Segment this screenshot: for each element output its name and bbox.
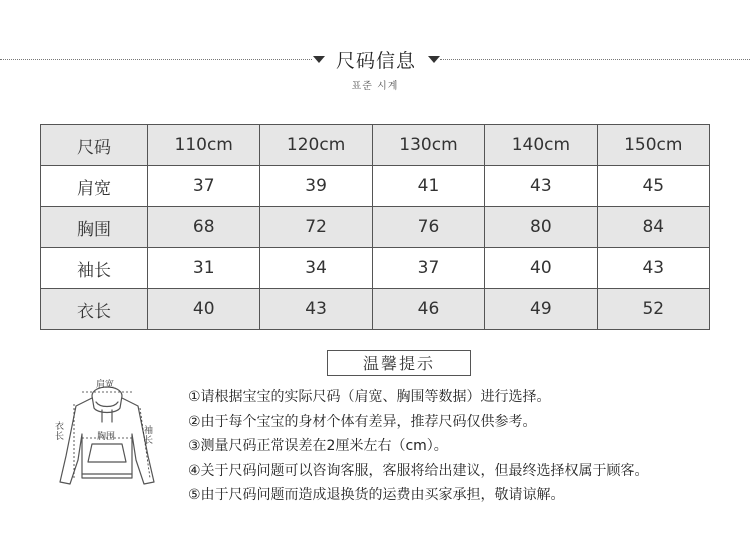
table-cell: 37	[148, 166, 260, 207]
table-cell: 31	[148, 248, 260, 289]
table-cell: 43	[485, 166, 597, 207]
table-cell: 40	[485, 248, 597, 289]
table-row	[41, 248, 710, 289]
table-cell: 袖长	[41, 248, 148, 289]
table-header-cell: 110cm	[148, 125, 260, 166]
table-cell: 52	[597, 289, 709, 330]
table-cell: 72	[260, 207, 372, 248]
list-item: ⑤由于尺码问题而造成退换货的运费由买家承担，敬请谅解。	[188, 487, 565, 503]
list-item: ①请根据宝宝的实际尺码（肩宽、胸围等数据）进行选择。	[188, 389, 551, 405]
triangle-down-icon	[428, 56, 440, 63]
table-row	[41, 207, 710, 248]
table-cell: 43	[597, 248, 709, 289]
table-cell: 76	[372, 207, 484, 248]
table-header-cell: 150cm	[597, 125, 709, 166]
table-cell: 49	[485, 289, 597, 330]
list-item: ②由于每个宝宝的身材个体有差异，推荐尺码仅供参考。	[188, 413, 537, 430]
table-cell: 34	[260, 248, 372, 289]
table-cell: 68	[148, 207, 260, 248]
list-item: ③测量尺码正常误差在2厘米左右（cm）。	[188, 438, 448, 454]
section-header	[0, 44, 750, 74]
tips-list	[188, 385, 728, 508]
list-item: ④关于尺码问题可以咨询客服，客服将给出建议，但最终选择权属于顾客。	[188, 462, 649, 479]
table-cell: 肩宽	[41, 166, 148, 207]
page-subtitle: 표준 시계	[351, 81, 399, 92]
sleeve-label: 袖长	[144, 426, 154, 446]
table-header-cell: 140cm	[485, 125, 597, 166]
hoodie-measure-diagram	[52, 378, 162, 490]
table-cell: 84	[597, 207, 709, 248]
table-header-row	[41, 125, 710, 166]
shoulder-label: 肩宽	[96, 380, 115, 390]
table-cell: 41	[372, 166, 484, 207]
table-header-cell: 120cm	[260, 125, 372, 166]
table-row	[41, 289, 710, 330]
dotted-divider-left	[0, 59, 312, 60]
tips-title: 温馨提示	[327, 350, 471, 376]
table-cell: 40	[148, 289, 260, 330]
table-cell: 39	[260, 166, 372, 207]
table-cell: 胸围	[41, 207, 148, 248]
table-header-cell: 130cm	[372, 125, 484, 166]
table-cell: 43	[260, 289, 372, 330]
table-cell: 45	[597, 166, 709, 207]
table-row	[41, 166, 710, 207]
page-title: 尺码信息	[335, 50, 416, 72]
table-cell: 衣长	[41, 289, 148, 330]
dotted-divider-right	[440, 59, 750, 60]
table-cell: 37	[372, 248, 484, 289]
table-cell: 46	[372, 289, 484, 330]
table-cell: 80	[485, 207, 597, 248]
body-length-label: 衣长	[55, 422, 65, 442]
chest-label: 胸围	[97, 432, 116, 442]
triangle-down-icon	[313, 56, 325, 63]
table-header-cell: 尺码	[41, 125, 148, 166]
size-table	[40, 124, 710, 330]
